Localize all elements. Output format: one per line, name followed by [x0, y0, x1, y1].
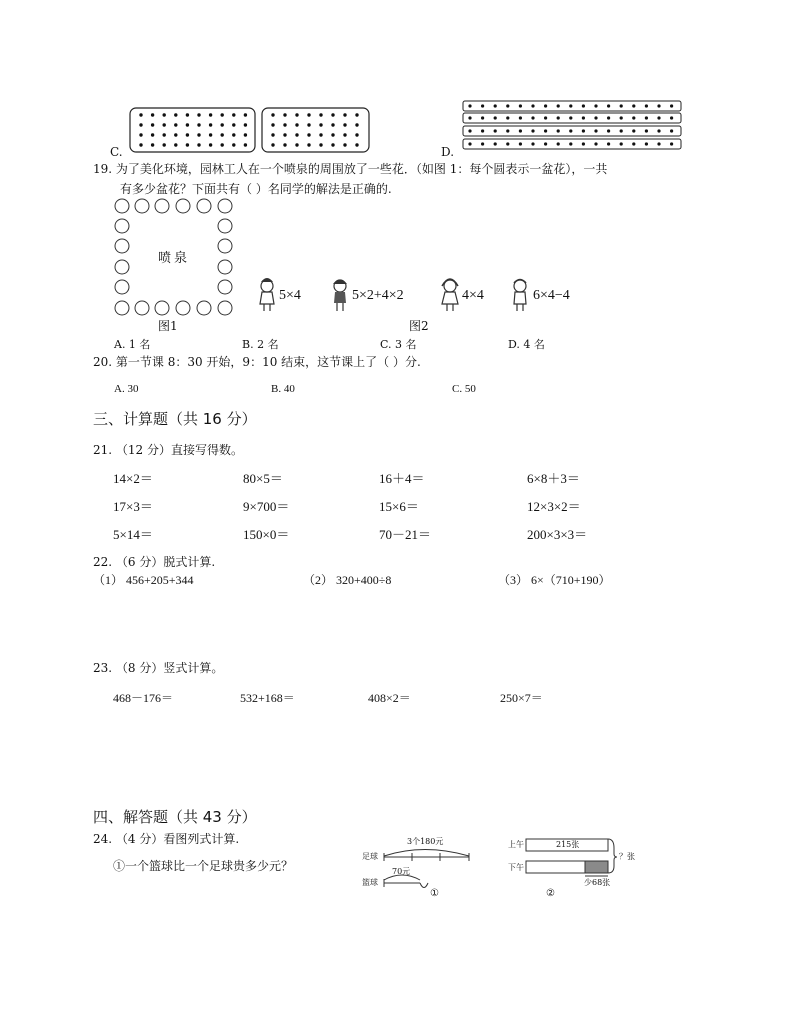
section-3-title: 三、计算题（共 16 分）: [93, 410, 257, 428]
q22-item-2: （2） 320+400÷8: [303, 573, 392, 587]
diagram2-less-label: 少68张: [584, 878, 611, 887]
q19-option-c[interactable]: C. 3 名: [380, 338, 417, 351]
q21-r3-c3: 70－21＝: [379, 527, 432, 542]
q19-option-a[interactable]: A. 1 名: [114, 338, 151, 351]
q21-r1-c4: 6×8＋3＝: [527, 471, 580, 486]
q19-text-line2: 有多少盆花？下面共有（ ）名同学的解法是正确的.: [120, 182, 392, 196]
q21-r1-c3: 16＋4＝: [379, 471, 425, 486]
option-d-label[interactable]: D.: [441, 145, 455, 159]
q23-title: 23. （8 分）竖式计算。: [93, 661, 224, 675]
q21-r3-c1: 5×14＝: [113, 527, 153, 542]
fountain-label: 喷泉: [158, 251, 191, 266]
q22-title: 22. （6 分）脱式计算.: [93, 555, 216, 569]
q23-item-1: 468－176＝: [113, 691, 174, 705]
q20-option-c[interactable]: C. 50: [452, 383, 476, 395]
student-4-expression: 6×4−4: [533, 288, 570, 303]
diagram2-morning-label: 上午: [508, 840, 524, 849]
diagram1-basketball-price: 70元: [392, 867, 411, 876]
figure2-caption: 图2: [409, 319, 429, 333]
diagram1-mark: ①: [430, 888, 439, 899]
section-4-title: 四、解答题（共 43 分）: [93, 808, 257, 826]
q20-text: 20. 第一节课 8：30 开始，9：10 结束，这节课上了（ ）分.: [93, 355, 421, 369]
diagram2-afternoon-label: 下午: [508, 863, 524, 872]
q23-item-4: 250×7＝: [500, 691, 543, 705]
q21-r2-c3: 15×6＝: [379, 499, 419, 514]
q21-r1-c2: 80×5＝: [243, 471, 283, 486]
q23-item-2: 532+168＝: [240, 691, 295, 705]
q22-item-1: （1） 456+205+344: [93, 573, 194, 587]
diagram1-basketball-label: 篮球: [362, 878, 378, 887]
q22-item-3: （3） 6×（710+190）: [498, 573, 611, 587]
q21-title: 21. （12 分）直接写得数。: [93, 443, 243, 457]
figure1-caption: 图1: [158, 319, 178, 333]
q20-option-b[interactable]: B. 40: [271, 383, 295, 395]
diagram2-morning-value: 215张: [556, 840, 580, 849]
q23-item-3: 408×2＝: [368, 691, 411, 705]
student-2-expression: 5×2+4×2: [352, 288, 404, 303]
q19-option-d[interactable]: D. 4 名: [508, 338, 545, 351]
diagram1-total-label: 3个180元: [407, 837, 444, 846]
diagram2-mark: ②: [546, 888, 555, 899]
student-3-expression: 4×4: [462, 288, 484, 303]
q21-r1-c1: 14×2＝: [113, 471, 153, 486]
q20-option-a[interactable]: A. 30: [114, 383, 139, 395]
q24-title: 24. （4 分）看图列式计算.: [93, 832, 240, 846]
student-1-expression: 5×4: [279, 288, 301, 303]
option-c-label[interactable]: C.: [110, 145, 123, 159]
q21-r3-c4: 200×3×3＝: [527, 527, 588, 542]
q21-r2-c4: 12×3×2＝: [527, 499, 581, 514]
q21-r2-c2: 9×700＝: [243, 499, 290, 514]
diagram1-football-label: 足球: [362, 852, 378, 861]
q24-subquestion-1: ①一个篮球比一个足球贵多少元？: [113, 859, 294, 873]
q19-option-b[interactable]: B. 2 名: [242, 338, 279, 351]
q19-text-line1: 19. 为了美化环境，园林工人在一个喷泉的周围放了一些花．（如图 1：每个圆表示一盆花），一共: [93, 162, 608, 176]
q21-r3-c2: 150×0＝: [243, 527, 290, 542]
q21-r2-c1: 17×3＝: [113, 499, 153, 514]
diagram2-question-label: ？张: [619, 852, 635, 861]
